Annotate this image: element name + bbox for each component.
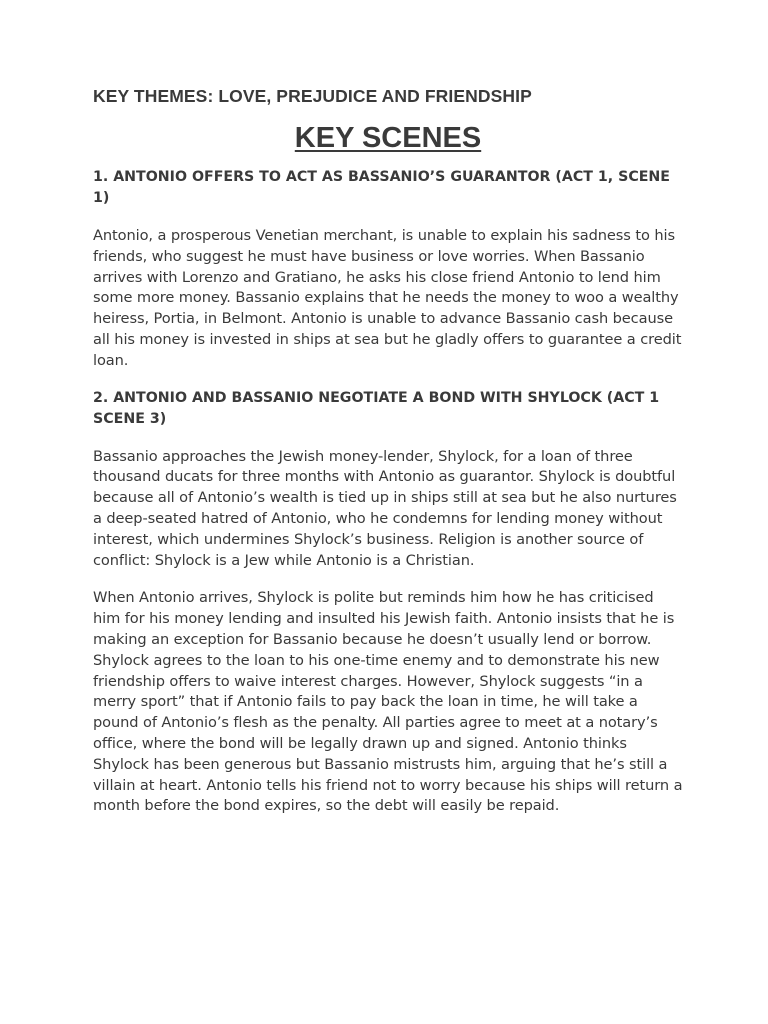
page-title: KEY SCENES [294,122,482,154]
document-content [93,86,683,817]
scene-1-paragraph-1: Antonio, a prosperous Venetian merchant, is unable to explain his sadness to his friends, who suggest he must have business or love worries. When Bassanio arrives with Lorenzo and Gratiano, he asks his close friend Antonio to lend him some more money. Bassanio explains that he needs the money to woo a wealthy heiress, Portia, in Belmont. Antonio is unable to advance Bassanio cash because all his money is invested in ships at sea but he gladly offers to guarantee a credit loan. [93,227,682,369]
scene-2-heading: 2. ANTONIO AND BASSANIO NEGOTIATE A BOND WITH SHYLOCK (ACT 1 SCENE 3) [93,389,660,427]
scene-2-paragraph-1: Bassanio approaches the Jewish money-lender, Shylock, for a loan of three thousand ducats for three months with Antonio as guarantor. Shylock is doubtful because all of Antonio’s wealth is tied up in ships still at sea but he also nurtures a deep-seated hatred of Antonio, who he condemns for lending money without interest, which undermines Shylock’s business. Religion is another source of conflict: Shylock is a Jew while Antonio is a Christian. [93,447,677,569]
key-themes-heading: KEY THEMES: LOVE, PREJUDICE AND FRIENDSHIP [93,86,532,106]
scene-2-paragraph-2: When Antonio arrives, Shylock is polite but reminds him how he has criticised him for his money lending and insulted his Jewish faith. Antonio insists that he is making an exception for Bassanio because he doesn’t usually lend or borrow. Shylock agrees to the loan to his one-time enemy and to demonstrate his new friendship offers to waive interest charges. However, Shylock suggests “in a merry sport” that if Antonio fails to pay back the loan in time, he will take a pound of Antonio’s flesh as the penalty. All parties agree to meet at a notary’s office, where the bond will be legally drawn up and signed. Antonio thinks Shylock has been generous but Bassanio mistrusts him, arguing that he’s still a villain at heart. Antonio tells his friend not to worry because his ships will return a month before the bond expires, so the debt will easily be repaid. [93,589,683,815]
scene-1-heading: 1. ANTONIO OFFERS TO ACT AS BASSANIO’S GUARANTOR (ACT 1, SCENE 1) [93,169,670,206]
